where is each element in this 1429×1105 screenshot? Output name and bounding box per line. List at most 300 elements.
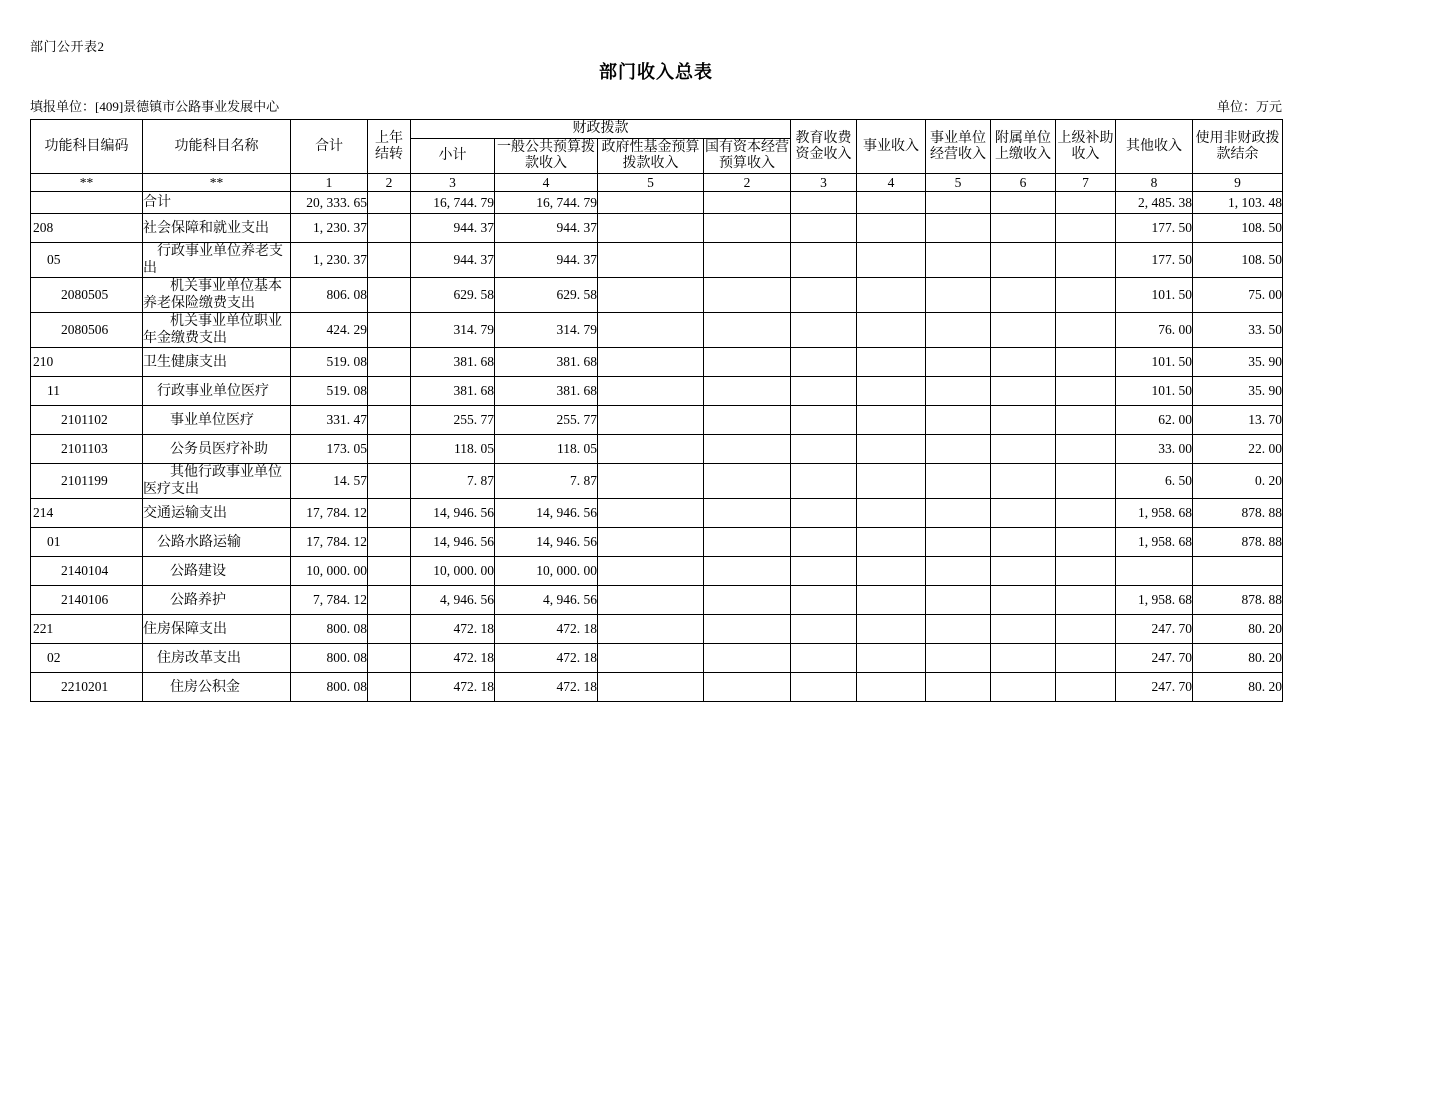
- value-cell: [991, 278, 1056, 313]
- value-cell: [926, 377, 991, 406]
- value-cell: [704, 278, 791, 313]
- value-cell: 7. 87: [411, 464, 495, 499]
- value-cell: 17, 784. 12: [291, 499, 368, 528]
- value-cell: 1, 958. 68: [1116, 499, 1193, 528]
- value-cell: [368, 406, 411, 435]
- value-cell: [857, 499, 926, 528]
- table-row: [31, 644, 1283, 673]
- value-cell: 20, 333. 65: [291, 192, 368, 214]
- value-cell: [926, 464, 991, 499]
- value-cell: [1056, 644, 1116, 673]
- value-cell: 247. 70: [1116, 644, 1193, 673]
- value-cell: [704, 557, 791, 586]
- value-cell: [791, 499, 857, 528]
- col-header-state-capital-budget: 国有资本经营预算收入: [704, 139, 791, 174]
- function-code-cell: 221: [31, 615, 143, 644]
- value-cell: 17, 784. 12: [291, 528, 368, 557]
- function-name-cell: 交通运输支出: [143, 499, 291, 528]
- value-cell: [598, 278, 704, 313]
- value-cell: [791, 586, 857, 615]
- value-cell: [991, 406, 1056, 435]
- income-summary-table: [30, 119, 1283, 702]
- value-cell: [1056, 499, 1116, 528]
- value-cell: [857, 377, 926, 406]
- function-code-cell: 2101199: [31, 464, 143, 499]
- function-code-cell: 2101102: [31, 406, 143, 435]
- value-cell: [791, 435, 857, 464]
- value-cell: 255. 77: [411, 406, 495, 435]
- value-cell: 35. 90: [1193, 377, 1283, 406]
- value-cell: 118. 05: [411, 435, 495, 464]
- value-cell: [926, 528, 991, 557]
- value-cell: [1056, 673, 1116, 702]
- function-name-cell: 公务员医疗补助: [143, 435, 291, 464]
- function-name-cell: 住房公积金: [143, 673, 291, 702]
- value-cell: 10, 000. 00: [411, 557, 495, 586]
- value-cell: 177. 50: [1116, 243, 1193, 278]
- value-cell: 14, 946. 56: [411, 499, 495, 528]
- value-cell: 22. 00: [1193, 435, 1283, 464]
- value-cell: [926, 644, 991, 673]
- table-row: [31, 214, 1283, 243]
- value-cell: [368, 464, 411, 499]
- function-code-cell: 2101103: [31, 435, 143, 464]
- value-cell: 13. 70: [1193, 406, 1283, 435]
- value-cell: [791, 644, 857, 673]
- value-cell: 10, 000. 00: [291, 557, 368, 586]
- value-cell: [791, 673, 857, 702]
- index-cell: 8: [1116, 174, 1193, 192]
- page-title: 部门收入总表: [599, 62, 713, 82]
- function-code-cell: 2210201: [31, 673, 143, 702]
- value-cell: 14, 946. 56: [411, 528, 495, 557]
- value-cell: 177. 50: [1116, 214, 1193, 243]
- value-cell: 944. 37: [411, 214, 495, 243]
- value-cell: [926, 615, 991, 644]
- value-cell: 16, 744. 79: [411, 192, 495, 214]
- function-name-cell: 卫生健康支出: [143, 348, 291, 377]
- table-row: [31, 348, 1283, 377]
- function-name-cell: 公路养护: [143, 586, 291, 615]
- value-cell: [598, 377, 704, 406]
- value-cell: [926, 673, 991, 702]
- value-cell: 75. 00: [1193, 278, 1283, 313]
- value-cell: [857, 464, 926, 499]
- index-cell: 4: [857, 174, 926, 192]
- value-cell: [857, 243, 926, 278]
- value-cell: [368, 528, 411, 557]
- function-name-cell: 行政事业单位养老支出: [143, 243, 291, 278]
- value-cell: [926, 278, 991, 313]
- value-cell: 173. 05: [291, 435, 368, 464]
- value-cell: [857, 348, 926, 377]
- table-row: [31, 192, 1283, 214]
- table-row: [31, 499, 1283, 528]
- table-header: [31, 120, 1283, 192]
- function-code-cell: 2080506: [31, 313, 143, 348]
- value-cell: [991, 464, 1056, 499]
- value-cell: [857, 615, 926, 644]
- col-header-affiliated-remittance: 附属单位上缴收入: [991, 120, 1056, 174]
- table-row: [31, 673, 1283, 702]
- value-cell: [857, 278, 926, 313]
- col-group-fiscal-appropriation: 财政拨款: [411, 120, 791, 139]
- value-cell: [1056, 528, 1116, 557]
- index-cell: 3: [411, 174, 495, 192]
- value-cell: [704, 192, 791, 214]
- value-cell: [1056, 377, 1116, 406]
- value-cell: [991, 435, 1056, 464]
- value-cell: [598, 406, 704, 435]
- value-cell: 878. 88: [1193, 499, 1283, 528]
- value-cell: [857, 192, 926, 214]
- value-cell: 629. 58: [411, 278, 495, 313]
- value-cell: 14, 946. 56: [495, 499, 598, 528]
- value-cell: 314. 79: [411, 313, 495, 348]
- value-cell: 4, 946. 56: [495, 586, 598, 615]
- col-header-carryover: 上年结转: [368, 120, 411, 174]
- value-cell: [926, 586, 991, 615]
- table-body: [31, 192, 1283, 702]
- value-cell: [791, 348, 857, 377]
- value-cell: [791, 313, 857, 348]
- value-cell: [991, 557, 1056, 586]
- value-cell: [1056, 435, 1116, 464]
- value-cell: 0. 20: [1193, 464, 1283, 499]
- col-header-general-public-budget: 一般公共预算拨款收入: [495, 139, 598, 174]
- function-name-cell: 机关事业单位基本养老保险缴费支出: [143, 278, 291, 313]
- value-cell: 629. 58: [495, 278, 598, 313]
- function-name-cell: 其他行政事业单位医疗支出: [143, 464, 291, 499]
- value-cell: [857, 557, 926, 586]
- function-code-cell: 05: [31, 243, 143, 278]
- value-cell: 472. 18: [411, 673, 495, 702]
- col-header-business-income: 事业收入: [857, 120, 926, 174]
- value-cell: [704, 499, 791, 528]
- value-cell: [926, 214, 991, 243]
- value-cell: [991, 313, 1056, 348]
- value-cell: [926, 313, 991, 348]
- reporting-unit: 填报单位：[409]景德镇市公路事业发展中心: [30, 99, 280, 114]
- value-cell: [704, 313, 791, 348]
- value-cell: 16, 744. 79: [495, 192, 598, 214]
- col-header-code: 功能科目编码: [31, 120, 143, 174]
- value-cell: [704, 435, 791, 464]
- value-cell: [926, 406, 991, 435]
- value-cell: [991, 192, 1056, 214]
- value-cell: 1, 958. 68: [1116, 586, 1193, 615]
- value-cell: [598, 586, 704, 615]
- value-cell: [368, 557, 411, 586]
- function-code-cell: 208: [31, 214, 143, 243]
- value-cell: [791, 557, 857, 586]
- value-cell: [791, 615, 857, 644]
- value-cell: [598, 615, 704, 644]
- value-cell: [926, 243, 991, 278]
- value-cell: 381. 68: [411, 348, 495, 377]
- index-cell: 3: [791, 174, 857, 192]
- table-row: [31, 406, 1283, 435]
- value-cell: 35. 90: [1193, 348, 1283, 377]
- function-code-cell: 2140104: [31, 557, 143, 586]
- col-header-total: 合计: [291, 120, 368, 174]
- value-cell: [368, 586, 411, 615]
- value-cell: 381. 68: [495, 348, 598, 377]
- column-index-row: [31, 174, 1283, 192]
- value-cell: 1, 230. 37: [291, 214, 368, 243]
- corner-label: 部门公开表2: [30, 39, 105, 54]
- value-cell: 4, 946. 56: [411, 586, 495, 615]
- value-cell: [598, 214, 704, 243]
- value-cell: [704, 348, 791, 377]
- value-cell: [791, 192, 857, 214]
- col-header-business-operating-income: 事业单位经营收入: [926, 120, 991, 174]
- value-cell: [598, 435, 704, 464]
- value-cell: [791, 214, 857, 243]
- value-cell: 800. 08: [291, 644, 368, 673]
- value-cell: [857, 644, 926, 673]
- value-cell: [704, 464, 791, 499]
- table-row: [31, 243, 1283, 278]
- col-header-subtotal: 小计: [411, 139, 495, 174]
- function-code-cell: [31, 192, 143, 214]
- function-name-cell: 社会保障和就业支出: [143, 214, 291, 243]
- value-cell: [1056, 586, 1116, 615]
- header-row-1: [31, 120, 1283, 139]
- value-cell: 80. 20: [1193, 673, 1283, 702]
- value-cell: 314. 79: [495, 313, 598, 348]
- value-cell: [1056, 192, 1116, 214]
- value-cell: 472. 18: [411, 644, 495, 673]
- value-cell: 80. 20: [1193, 615, 1283, 644]
- index-cell: 4: [495, 174, 598, 192]
- value-cell: [926, 348, 991, 377]
- value-cell: [857, 214, 926, 243]
- value-cell: [791, 406, 857, 435]
- table-row: [31, 435, 1283, 464]
- col-header-non-fiscal-balance: 使用非财政拨款结余: [1193, 120, 1283, 174]
- index-cell: 5: [926, 174, 991, 192]
- value-cell: [991, 528, 1056, 557]
- table-row: [31, 464, 1283, 499]
- value-cell: [791, 243, 857, 278]
- value-cell: [1193, 557, 1283, 586]
- function-code-cell: 2080505: [31, 278, 143, 313]
- function-name-cell: 机关事业单位职业年金缴费支出: [143, 313, 291, 348]
- value-cell: [598, 499, 704, 528]
- value-cell: [368, 192, 411, 214]
- value-cell: [857, 435, 926, 464]
- value-cell: [368, 615, 411, 644]
- function-name-cell: 公路水路运输: [143, 528, 291, 557]
- value-cell: 33. 00: [1116, 435, 1193, 464]
- value-cell: 381. 68: [495, 377, 598, 406]
- value-cell: 1, 103. 48: [1193, 192, 1283, 214]
- value-cell: [368, 214, 411, 243]
- value-cell: [598, 313, 704, 348]
- sheet: [30, 0, 1282, 702]
- value-cell: [368, 499, 411, 528]
- value-cell: 80. 20: [1193, 644, 1283, 673]
- value-cell: [1056, 615, 1116, 644]
- function-name-cell: 公路建设: [143, 557, 291, 586]
- value-cell: [1056, 278, 1116, 313]
- value-cell: [991, 644, 1056, 673]
- value-cell: 472. 18: [495, 615, 598, 644]
- value-cell: 101. 50: [1116, 377, 1193, 406]
- value-cell: 108. 50: [1193, 214, 1283, 243]
- value-cell: 472. 18: [411, 615, 495, 644]
- index-cell: **: [31, 174, 143, 192]
- function-name-cell: 住房保障支出: [143, 615, 291, 644]
- function-name-cell: 住房改革支出: [143, 644, 291, 673]
- table-row: [31, 528, 1283, 557]
- value-cell: 14. 57: [291, 464, 368, 499]
- value-cell: [991, 499, 1056, 528]
- col-header-superior-subsidy: 上级补助收入: [1056, 120, 1116, 174]
- value-cell: 944. 37: [411, 243, 495, 278]
- value-cell: [704, 214, 791, 243]
- value-cell: 108. 50: [1193, 243, 1283, 278]
- function-code-cell: 01: [31, 528, 143, 557]
- value-cell: 878. 88: [1193, 528, 1283, 557]
- value-cell: 101. 50: [1116, 278, 1193, 313]
- col-header-education-fee: 教育收费资金收入: [791, 120, 857, 174]
- value-cell: 62. 00: [1116, 406, 1193, 435]
- value-cell: 76. 00: [1116, 313, 1193, 348]
- value-cell: 1, 230. 37: [291, 243, 368, 278]
- value-cell: [704, 377, 791, 406]
- index-cell: 1: [291, 174, 368, 192]
- value-cell: 255. 77: [495, 406, 598, 435]
- table-row: [31, 615, 1283, 644]
- index-cell: 6: [991, 174, 1056, 192]
- function-code-cell: 02: [31, 644, 143, 673]
- value-cell: [791, 528, 857, 557]
- value-cell: [791, 377, 857, 406]
- value-cell: 878. 88: [1193, 586, 1283, 615]
- value-cell: 10, 000. 00: [495, 557, 598, 586]
- value-cell: 944. 37: [495, 243, 598, 278]
- value-cell: [991, 214, 1056, 243]
- value-cell: [368, 435, 411, 464]
- value-cell: [857, 586, 926, 615]
- value-cell: 6. 50: [1116, 464, 1193, 499]
- value-cell: [704, 243, 791, 278]
- function-name-cell: 行政事业单位医疗: [143, 377, 291, 406]
- value-cell: 7. 87: [495, 464, 598, 499]
- table-row: [31, 377, 1283, 406]
- value-cell: [1056, 214, 1116, 243]
- value-cell: 806. 08: [291, 278, 368, 313]
- value-cell: [857, 313, 926, 348]
- value-cell: 424. 29: [291, 313, 368, 348]
- value-cell: [857, 406, 926, 435]
- value-cell: 2, 485. 38: [1116, 192, 1193, 214]
- value-cell: [991, 243, 1056, 278]
- value-cell: [368, 243, 411, 278]
- value-cell: [598, 557, 704, 586]
- index-cell: 5: [598, 174, 704, 192]
- value-cell: [991, 673, 1056, 702]
- value-cell: [704, 586, 791, 615]
- function-name-cell: 事业单位医疗: [143, 406, 291, 435]
- index-cell: **: [143, 174, 291, 192]
- index-cell: 9: [1193, 174, 1283, 192]
- value-cell: 247. 70: [1116, 615, 1193, 644]
- value-cell: 381. 68: [411, 377, 495, 406]
- value-cell: [1056, 406, 1116, 435]
- value-cell: 519. 08: [291, 348, 368, 377]
- value-cell: 247. 70: [1116, 673, 1193, 702]
- value-cell: [598, 192, 704, 214]
- value-cell: [368, 377, 411, 406]
- value-cell: [368, 348, 411, 377]
- value-cell: [926, 192, 991, 214]
- index-cell: 7: [1056, 174, 1116, 192]
- value-cell: [926, 557, 991, 586]
- index-cell: 2: [368, 174, 411, 192]
- value-cell: [1056, 348, 1116, 377]
- value-cell: 33. 50: [1193, 313, 1283, 348]
- function-code-cell: 210: [31, 348, 143, 377]
- table-row: [31, 586, 1283, 615]
- value-cell: 118. 05: [495, 435, 598, 464]
- value-cell: [598, 348, 704, 377]
- value-cell: [791, 278, 857, 313]
- col-header-other-income: 其他收入: [1116, 120, 1193, 174]
- value-cell: [368, 278, 411, 313]
- value-cell: [1056, 313, 1116, 348]
- value-cell: [704, 673, 791, 702]
- value-cell: [368, 313, 411, 348]
- function-code-cell: 2140106: [31, 586, 143, 615]
- table-row: [31, 313, 1283, 348]
- value-cell: 1, 958. 68: [1116, 528, 1193, 557]
- value-cell: [991, 586, 1056, 615]
- function-name-cell: 合计: [143, 192, 291, 214]
- value-cell: 944. 37: [495, 214, 598, 243]
- value-cell: 7, 784. 12: [291, 586, 368, 615]
- value-cell: [1116, 557, 1193, 586]
- value-cell: [598, 644, 704, 673]
- value-cell: 331. 47: [291, 406, 368, 435]
- index-cell: 2: [704, 174, 791, 192]
- value-cell: [704, 644, 791, 673]
- value-cell: [926, 499, 991, 528]
- value-cell: 472. 18: [495, 673, 598, 702]
- value-cell: [368, 644, 411, 673]
- value-cell: [991, 348, 1056, 377]
- info-line: [30, 96, 1282, 115]
- table-row: [31, 278, 1283, 313]
- value-cell: [598, 673, 704, 702]
- value-cell: [926, 435, 991, 464]
- value-cell: [598, 243, 704, 278]
- table-row: [31, 557, 1283, 586]
- value-cell: 800. 08: [291, 615, 368, 644]
- value-cell: [991, 377, 1056, 406]
- value-cell: [1056, 464, 1116, 499]
- value-cell: [857, 528, 926, 557]
- value-cell: 14, 946. 56: [495, 528, 598, 557]
- value-cell: [368, 673, 411, 702]
- col-header-name: 功能科目名称: [143, 120, 291, 174]
- value-cell: [857, 673, 926, 702]
- value-cell: [704, 615, 791, 644]
- value-cell: [791, 464, 857, 499]
- function-code-cell: 11: [31, 377, 143, 406]
